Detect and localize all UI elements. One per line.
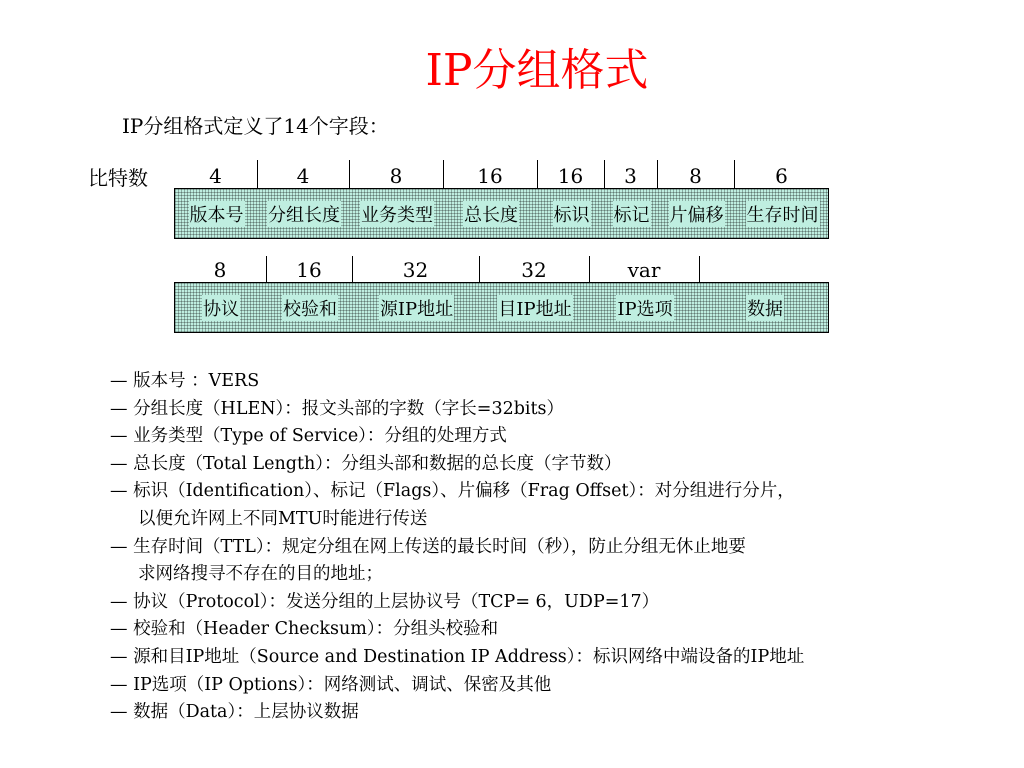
header-row-2 — [174, 282, 829, 333]
row1-bit-1: 4 — [296, 164, 310, 188]
bits-label: 比特数 — [88, 166, 148, 190]
field-protocol: 协议 — [175, 283, 267, 332]
row1-separator — [443, 160, 444, 188]
row1-separator — [537, 160, 538, 188]
desc-addresses: — 源和目IP地址（Source and Destination IP Address）：标识网络中端设备的IP地址 — [110, 646, 805, 667]
field-header-length: 分组长度 — [258, 189, 350, 238]
row1-bit-4: 16 — [557, 164, 584, 188]
row2-bit-1: 16 — [296, 258, 322, 282]
field-checksum: 校验和 — [267, 283, 353, 332]
row1-separator — [734, 160, 735, 188]
field-fragment-offset: 片偏移 — [658, 189, 735, 238]
field-flags: 标记 — [605, 189, 658, 238]
row1-bit-0: 4 — [209, 164, 222, 188]
row1-bit-5: 3 — [624, 164, 637, 188]
row2-bit-2: 32 — [402, 258, 429, 282]
desc-version: — 版本号 ：VERS — [110, 371, 260, 391]
row2-separator — [699, 256, 700, 282]
row1-separator — [604, 160, 605, 188]
field-descriptions — [110, 368, 970, 727]
field-source-ip: 源IP地址 — [353, 283, 480, 332]
desc-ip-options: — IP选项（IP Options）：网络测试、调试、保密及其他 — [110, 674, 552, 695]
row2-bit-3: 32 — [521, 258, 547, 282]
field-ttl: 生存时间 — [735, 189, 830, 238]
row1-separator — [349, 160, 350, 188]
row1-bit-6: 8 — [689, 164, 702, 188]
row1-separator — [657, 160, 658, 188]
header-row-1 — [174, 188, 829, 239]
field-type-of-service: 业务类型 — [350, 189, 444, 238]
row2-separator — [479, 256, 480, 282]
subtitle: IP分组格式定义了14个字段： — [122, 114, 389, 138]
desc-fragmentation-cont: 以便允许网上不同MTU时能进行传送 — [138, 508, 428, 529]
desc-protocol: — 协议（Protocol）：发送分组的上层协议号（TCP= 6，UDP=17） — [110, 591, 660, 612]
desc-header-length: — 分组长度（HLEN）：报文头部的字数（字长=32bits） — [110, 398, 565, 419]
row1-separator — [257, 160, 258, 188]
row2-bits — [174, 257, 829, 283]
desc-checksum: — 校验和（Header Checksum）：分组头校验和 — [110, 619, 499, 640]
field-total-length: 总长度 — [444, 189, 538, 238]
desc-total-length: — 总长度（Total Length）：分组头部和数据的总长度（字节数） — [110, 453, 622, 474]
row2-bit-4: var — [627, 258, 661, 282]
field-version: 版本号 — [175, 189, 258, 238]
desc-type-of-service: — 业务类型（Type of Service）：分组的处理方式 — [110, 426, 507, 447]
row2-bit-0: 8 — [213, 258, 227, 282]
field-data: 数据 — [700, 283, 830, 332]
row1-bit-7: 6 — [775, 164, 788, 188]
row2-separator — [266, 256, 267, 282]
field-destination-ip: 目IP地址 — [480, 283, 590, 332]
field-ip-options: IP选项 — [590, 283, 700, 332]
row1-bits — [174, 163, 829, 189]
page-title: IP分组格式 — [425, 45, 649, 96]
desc-ttl-cont: 求网络搜寻不存在的目的地址； — [138, 564, 383, 585]
desc-ttl: — 生存时间（TTL）：规定分组在网上传送的最长时间（秒），防止分组无休止地要 — [110, 536, 746, 557]
row1-bit-2: 8 — [389, 164, 403, 188]
row2-separator — [589, 256, 590, 282]
desc-fragmentation: — 标识（Identification）、标记（Flags）、片偏移（Frag Offset）：对分组进行分片， — [110, 481, 795, 502]
field-identification: 标识 — [538, 189, 605, 238]
desc-data: — 数据（Data）：上层协议数据 — [110, 702, 359, 723]
row1-bit-3: 16 — [477, 164, 503, 188]
row2-separator — [352, 256, 353, 282]
